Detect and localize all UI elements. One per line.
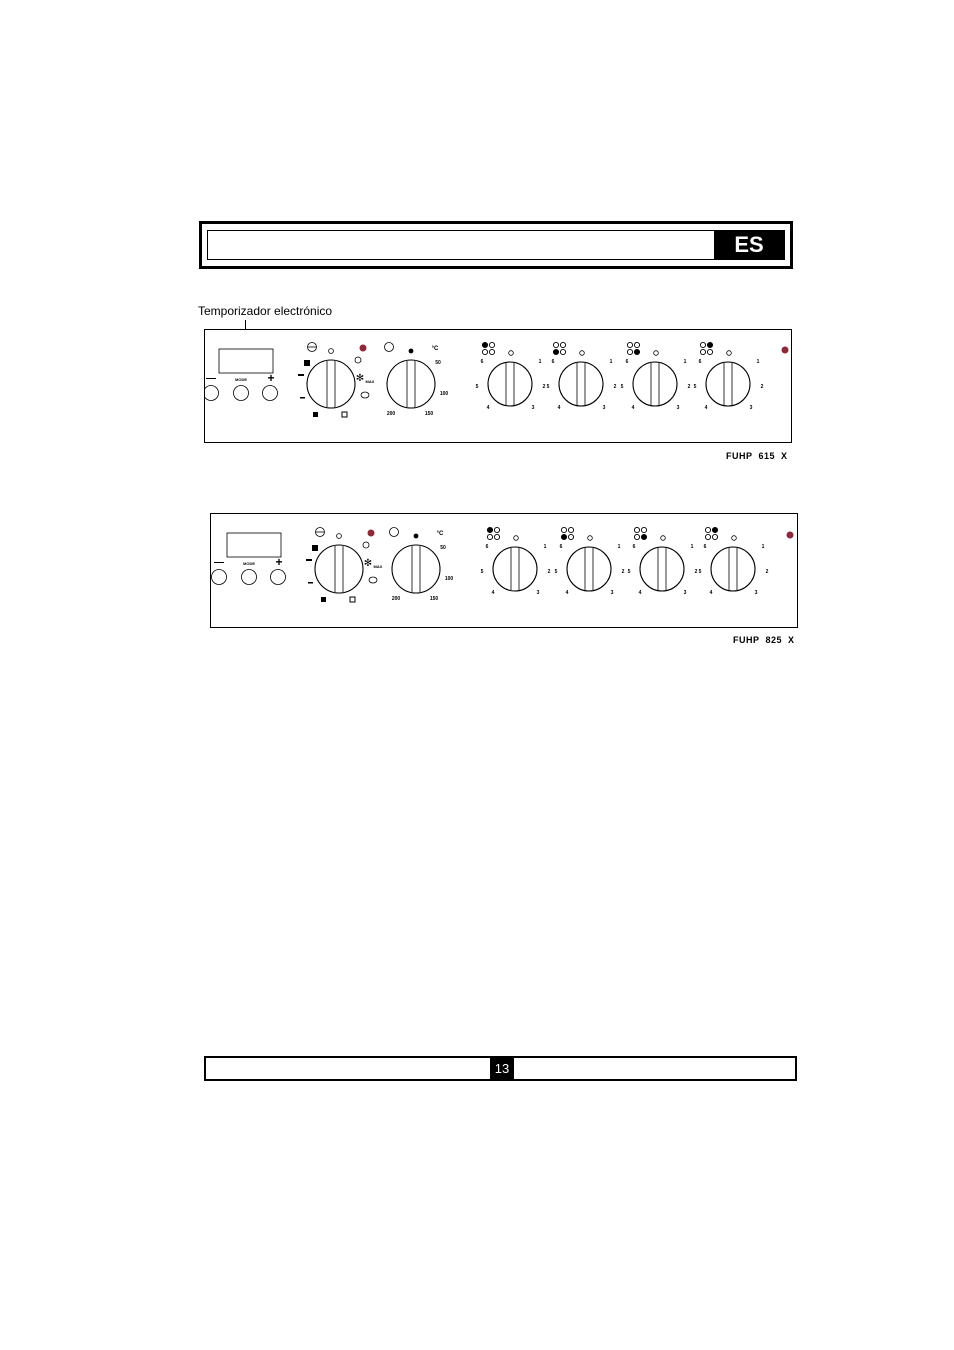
hob-zone-icon <box>560 342 565 347</box>
bottom-heat-icon <box>298 374 304 376</box>
grill-element-icon <box>304 360 310 366</box>
thermostat-knob[interactable] <box>392 545 440 593</box>
hob-zone-icon <box>634 527 639 532</box>
hob-zone-icon <box>712 534 717 539</box>
hob-mark-label: 6 <box>703 544 707 550</box>
hob-zone-knob[interactable] <box>493 547 537 591</box>
hob-indicator-lamp <box>787 532 794 539</box>
thermostat-unit-label: °C <box>436 531 444 537</box>
oven-function-knob[interactable] <box>307 360 355 408</box>
model-label-825 <box>733 635 801 645</box>
hob-mark-label: 1 <box>683 359 687 365</box>
hob-mark-label: 6 <box>559 544 563 550</box>
hob-zone-icon <box>494 534 499 539</box>
model-part: FUHP <box>726 451 753 461</box>
thermostat-off-mark-icon <box>409 349 414 354</box>
hob-zone-icon <box>634 534 639 539</box>
hob-mark-label: 5 <box>698 569 702 575</box>
hob-mark-label: 4 <box>709 590 713 596</box>
oven-off-mark-icon <box>337 534 342 539</box>
thermostat-mark-label: 100 <box>444 576 454 582</box>
hob-zone-icon <box>707 349 712 354</box>
timer-plus-label: + <box>267 371 275 385</box>
defrost-icon <box>321 597 326 602</box>
hob-mark-label: 4 <box>704 405 708 411</box>
hob-zone-icon <box>487 527 492 532</box>
timer-minus-label: — <box>214 557 224 568</box>
hob-off-mark-icon <box>588 536 593 541</box>
lower-heater-icon <box>308 582 313 584</box>
hob-zone-knob[interactable] <box>567 547 611 591</box>
model-part: 825 <box>765 635 783 645</box>
fan-icon: ✻ <box>355 373 365 384</box>
thermostat-mark-label: 50 <box>435 360 441 366</box>
hob-mark-label: 1 <box>690 544 694 550</box>
hob-mark-label: 4 <box>631 405 635 411</box>
model-part: X <box>781 451 788 461</box>
timer-minus-button[interactable] <box>205 386 219 401</box>
hob-mark-label: 5 <box>475 384 479 390</box>
bottom-heat-icon <box>306 559 312 561</box>
hob-off-mark-icon <box>654 351 659 356</box>
timer-plus-button[interactable] <box>271 570 286 585</box>
thermostat-symbol-icon <box>390 528 399 537</box>
oven-light-icon <box>355 357 361 363</box>
hob-mark-label: 1 <box>543 544 547 550</box>
hob-mark-label: 5 <box>693 384 697 390</box>
control-panel-825 <box>210 513 798 628</box>
hob-mark-label: 1 <box>617 544 621 550</box>
hob-zone-icon <box>627 342 632 347</box>
model-part: FUHP <box>733 635 760 645</box>
hob-zone-knob[interactable] <box>633 362 677 406</box>
hob-zone-icon <box>489 349 494 354</box>
hob-zone-icon <box>705 527 710 532</box>
hob-indicator-lamp <box>782 347 789 354</box>
timer-mode-button[interactable] <box>234 386 249 401</box>
hob-mark-label: 1 <box>756 359 760 365</box>
conventional-heat-icon <box>350 597 355 602</box>
hob-zone-icon <box>561 534 566 539</box>
hob-mark-label: 4 <box>491 590 495 596</box>
hob-mark-label: 1 <box>538 359 542 365</box>
top-bottom-heat-icon <box>369 577 377 583</box>
page-number: 13 <box>490 1058 514 1079</box>
oven-indicator-lamp <box>368 530 375 537</box>
conventional-heat-icon <box>342 412 347 417</box>
hob-mark-label: 4 <box>565 590 569 596</box>
max-label: MAX <box>373 564 383 569</box>
hob-zone-icon <box>482 349 487 354</box>
hob-zone-icon <box>641 534 646 539</box>
control-panel-drawing <box>205 330 793 444</box>
oven-off-mark-icon <box>329 349 334 354</box>
hob-zone-knob[interactable] <box>711 547 755 591</box>
hob-mark-label: 3 <box>754 590 758 596</box>
defrost-icon <box>313 412 318 417</box>
thermostat-mark-label: 200 <box>391 596 401 602</box>
hob-zone-icon <box>568 527 573 532</box>
hob-mark-label: 6 <box>480 359 484 365</box>
oven-light-icon <box>363 542 369 548</box>
hob-mark-label: 2 <box>547 569 551 575</box>
timer-display <box>227 533 281 557</box>
hob-zone-icon <box>482 342 487 347</box>
hob-mark-label: 1 <box>609 359 613 365</box>
hob-off-mark-icon <box>514 536 519 541</box>
hob-zone-icon <box>705 534 710 539</box>
hob-zone-icon <box>487 534 492 539</box>
timer-plus-button[interactable] <box>263 386 278 401</box>
timer-mode-label: MODE <box>235 377 247 382</box>
timer-minus-label: — <box>206 373 216 384</box>
hob-off-mark-icon <box>661 536 666 541</box>
grill-element-icon <box>312 545 318 551</box>
timer-plus-label: + <box>275 555 283 569</box>
thermostat-mark-label: 100 <box>439 391 449 397</box>
hob-zone-knob[interactable] <box>559 362 603 406</box>
thermostat-mark-label: 150 <box>424 411 434 417</box>
hob-zone-icon <box>627 349 632 354</box>
model-part: X <box>788 635 795 645</box>
hob-mark-label: 2 <box>687 384 691 390</box>
hob-zone-icon <box>494 527 499 532</box>
hob-mark-label: 3 <box>610 590 614 596</box>
thermostat-unit-label: °C <box>431 346 439 352</box>
hob-off-mark-icon <box>727 351 732 356</box>
hob-zone-icon <box>634 349 639 354</box>
hob-zone-icon <box>700 349 705 354</box>
hob-zone-icon <box>489 342 494 347</box>
model-part: 615 <box>758 451 776 461</box>
timer-minus-button[interactable] <box>212 570 227 585</box>
hob-mark-label: 4 <box>557 405 561 411</box>
hob-zone-icon <box>712 527 717 532</box>
hob-mark-label: 2 <box>765 569 769 575</box>
hob-zone-icon <box>634 342 639 347</box>
thermostat-mark-label: 200 <box>386 411 396 417</box>
header-inner-frame <box>207 230 785 260</box>
hob-mark-label: 6 <box>551 359 555 365</box>
hob-mark-label: 5 <box>620 384 624 390</box>
oven-indicator-lamp <box>360 345 367 352</box>
top-bottom-heat-icon <box>361 392 369 398</box>
hob-mark-label: 2 <box>694 569 698 575</box>
hob-mark-label: 5 <box>546 384 550 390</box>
hob-mark-label: 5 <box>554 569 558 575</box>
control-panel-615 <box>204 329 792 443</box>
thermostat-off-mark-icon <box>414 534 419 539</box>
hob-zone-icon <box>553 349 558 354</box>
lower-heater-icon <box>300 397 305 399</box>
fan-icon: ✻ <box>363 558 373 569</box>
hob-zone-knob[interactable] <box>706 362 750 406</box>
hob-mark-label: 6 <box>485 544 489 550</box>
timer-callout-label: Temporizador electrónico <box>198 304 333 318</box>
control-panel-drawing <box>211 514 799 629</box>
hob-mark-label: 2 <box>613 384 617 390</box>
hob-mark-label: 4 <box>638 590 642 596</box>
hob-mark-label: 5 <box>480 569 484 575</box>
hob-mark-label: 3 <box>749 405 753 411</box>
hob-mark-label: 5 <box>627 569 631 575</box>
hob-mark-label: 2 <box>542 384 546 390</box>
hob-zone-icon <box>641 527 646 532</box>
hob-mark-label: 2 <box>760 384 764 390</box>
hob-mark-label: 3 <box>536 590 540 596</box>
hob-mark-label: 6 <box>632 544 636 550</box>
timer-mode-button[interactable] <box>242 570 257 585</box>
hob-zone-icon <box>553 342 558 347</box>
hob-off-mark-icon <box>732 536 737 541</box>
hob-off-mark-icon <box>509 351 514 356</box>
timer-display <box>219 349 273 373</box>
hob-mark-label: 4 <box>486 405 490 411</box>
hob-mark-label: 2 <box>621 569 625 575</box>
hob-mark-label: 3 <box>602 405 606 411</box>
max-label: MAX <box>365 379 375 384</box>
hob-mark-label: 6 <box>698 359 702 365</box>
oven-function-knob[interactable] <box>315 545 363 593</box>
hob-mark-label: 3 <box>676 405 680 411</box>
language-badge: ES <box>714 231 784 259</box>
hob-zone-knob[interactable] <box>640 547 684 591</box>
hob-zone-knob[interactable] <box>488 362 532 406</box>
hob-mark-label: 6 <box>625 359 629 365</box>
timer-mode-label: MODE <box>243 561 255 566</box>
hob-zone-icon <box>560 349 565 354</box>
thermostat-knob[interactable] <box>387 360 435 408</box>
hob-mark-label: 3 <box>531 405 535 411</box>
hob-mark-label: 1 <box>761 544 765 550</box>
hob-mark-label: 3 <box>683 590 687 596</box>
model-label-615 <box>726 451 794 461</box>
footer-bar <box>204 1056 797 1081</box>
thermostat-symbol-icon <box>385 343 394 352</box>
hob-zone-icon <box>561 527 566 532</box>
hob-off-mark-icon <box>580 351 585 356</box>
thermostat-mark-label: 50 <box>440 545 446 551</box>
hob-zone-icon <box>700 342 705 347</box>
header-bar <box>199 221 793 269</box>
hob-zone-icon <box>568 534 573 539</box>
thermostat-mark-label: 150 <box>429 596 439 602</box>
hob-zone-icon <box>707 342 712 347</box>
